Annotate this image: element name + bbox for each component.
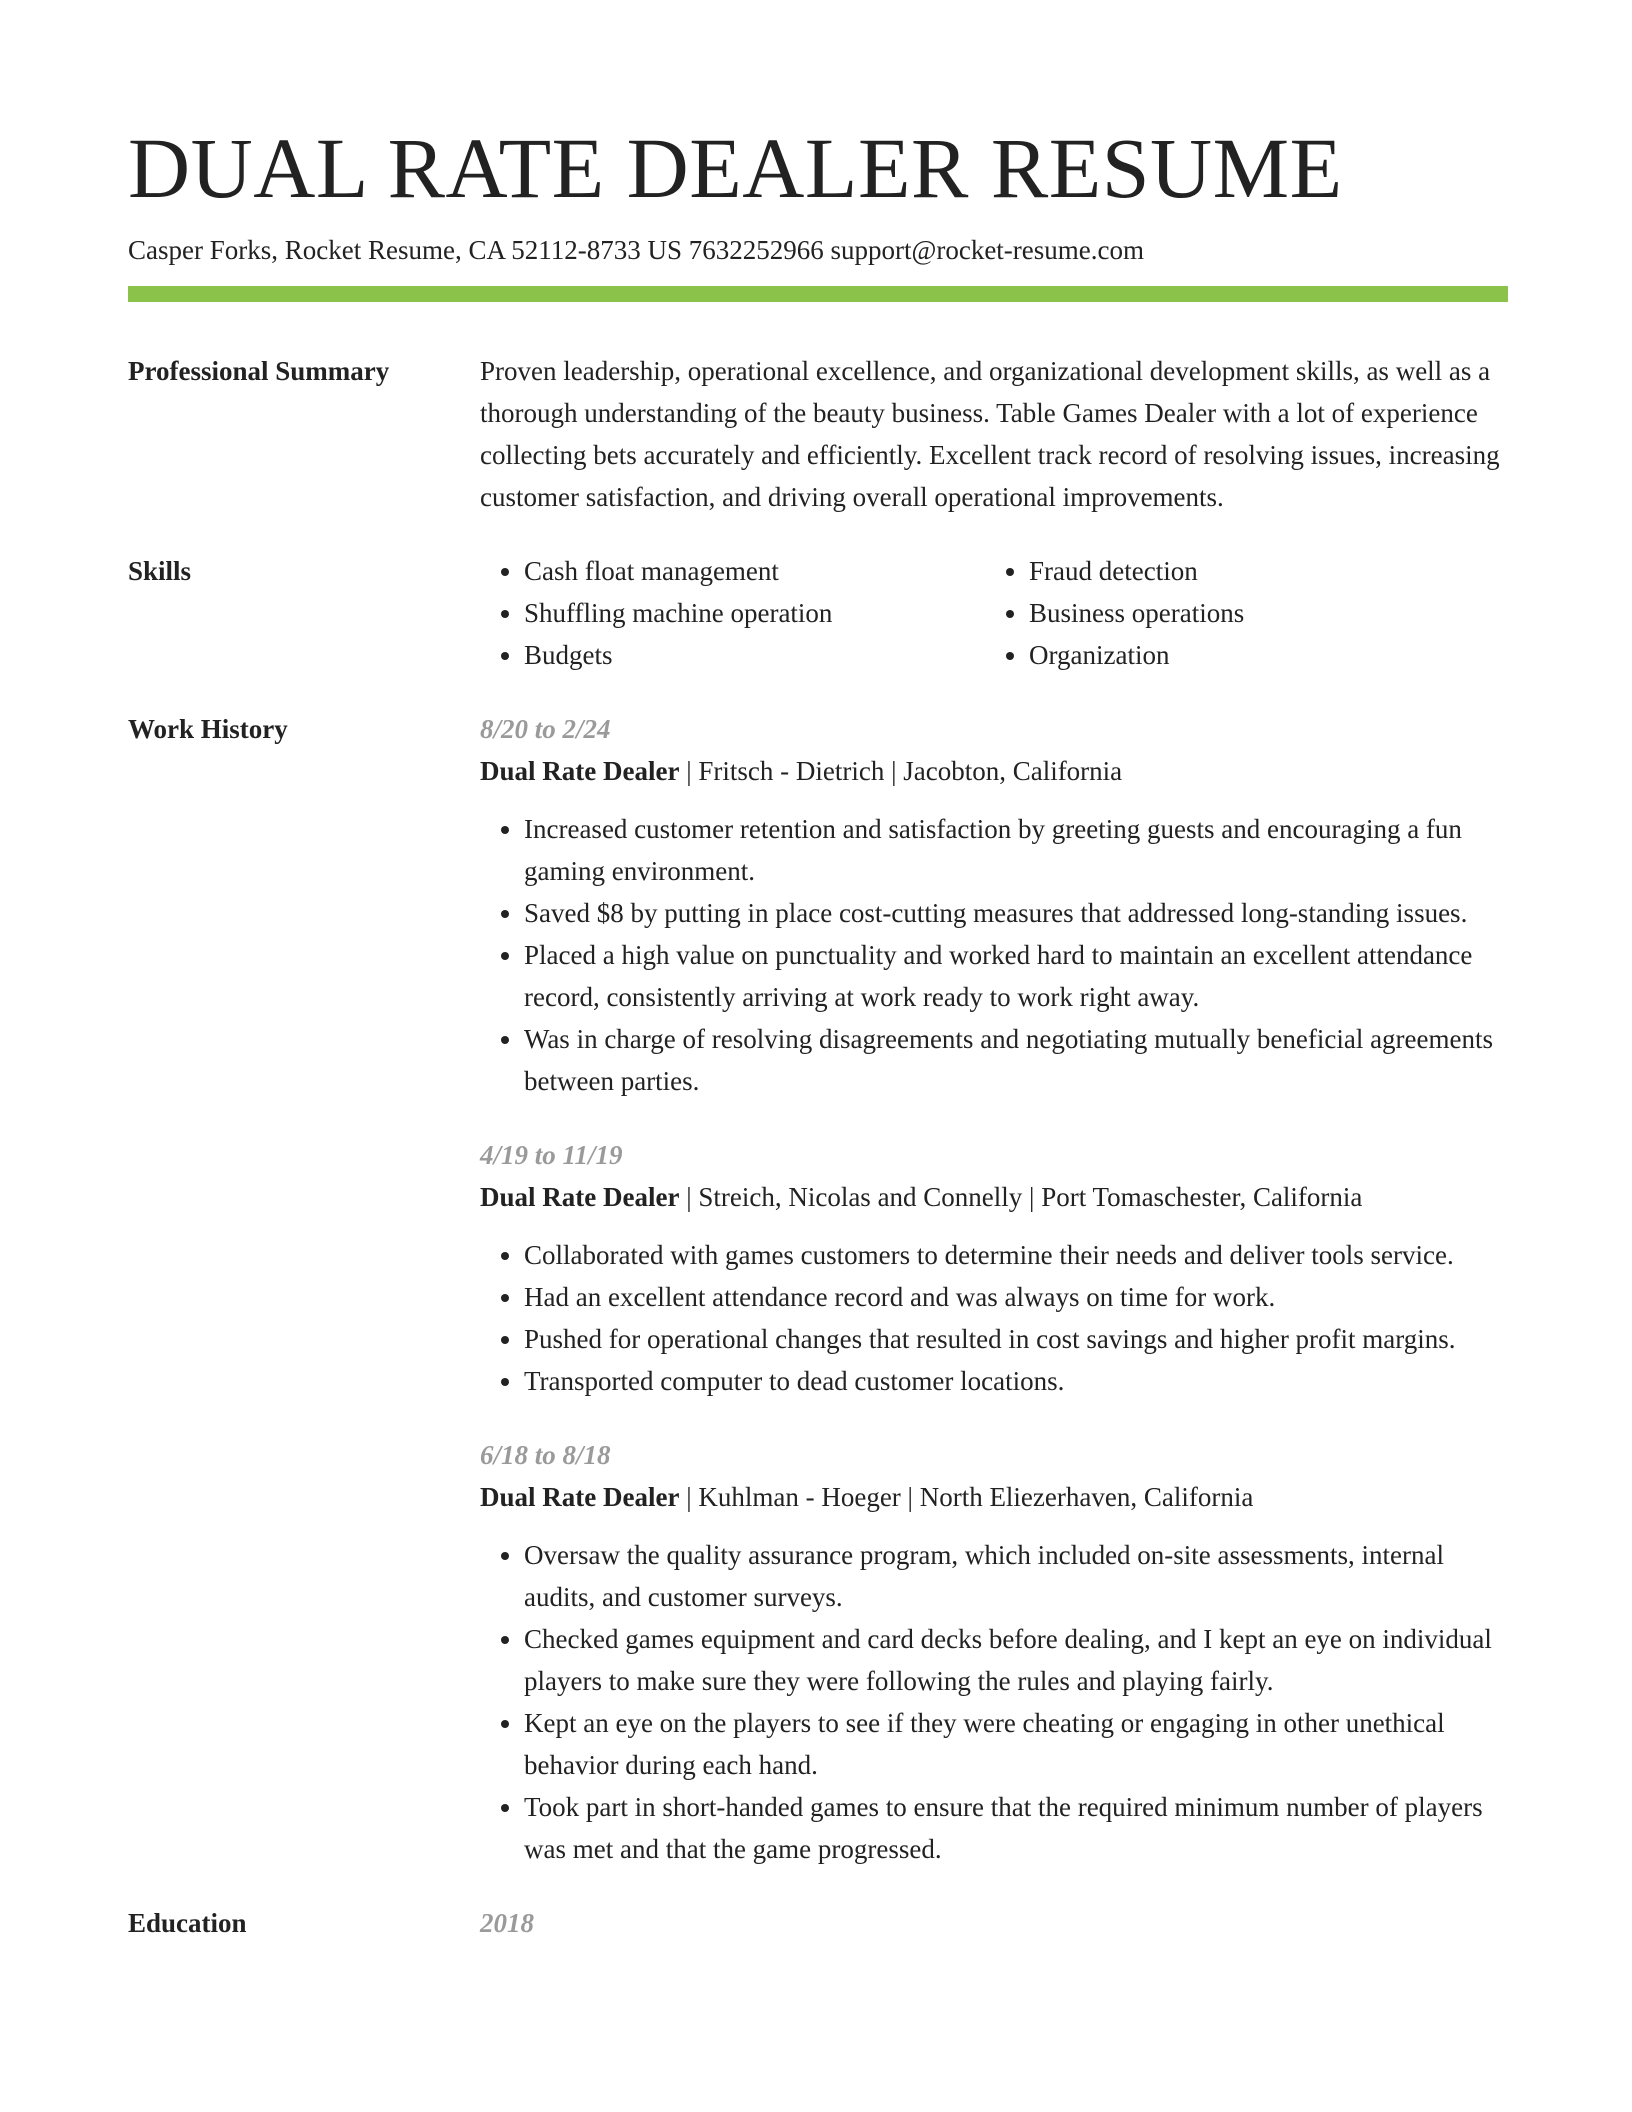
job-bullet: • Took part in short-handed games to ensure that the required minimum number of players was met and that the game progressed. — [524, 1786, 1508, 1870]
section-heading-work-history: Work History — [128, 714, 288, 744]
job-details: | Kuhlman - Hoeger | North Eliezerhaven, California — [679, 1482, 1254, 1512]
job-bullets — [480, 1234, 1508, 1402]
summary-section — [128, 350, 1508, 518]
job-bullet: • Oversaw the quality assurance program, which included on-site assessments, internal audits, and customer surveys. — [524, 1534, 1508, 1618]
resume-sections — [128, 350, 1508, 1976]
job-bullet: • Kept an eye on the players to see if they were cheating or engaging in other unethical behavior during each hand. — [524, 1702, 1508, 1786]
job-entry — [480, 708, 1508, 1102]
job-bullet: • Checked games equipment and card decks before dealing, and I kept an eye on individual players to make sure they were following the rules and playing fairly. — [524, 1618, 1508, 1702]
job-bullet: • Placed a high value on punctuality and worked hard to maintain an excellent attendance record, consistently arriving at work ready to work right away. — [524, 934, 1508, 1018]
job-bullet: • Increased customer retention and satisfaction by greeting guests and encouraging a fun gaming environment. — [524, 808, 1508, 892]
job-title: Dual Rate Dealer — [480, 756, 680, 786]
skill-item: • Business operations — [1029, 592, 1490, 634]
skills-column-2 — [985, 550, 1490, 676]
skill-item: • Organization — [1029, 634, 1490, 676]
job-bullets — [480, 808, 1508, 1102]
job-header — [480, 1476, 1508, 1518]
job-entry — [480, 1134, 1508, 1402]
job-entry — [480, 1434, 1508, 1870]
job-details: | Fritsch - Dietrich | Jacobton, California — [679, 756, 1123, 786]
job-header — [480, 750, 1508, 792]
section-heading-summary: Professional Summary — [128, 356, 390, 386]
job-dates: 6/18 to 8/18 — [480, 1440, 611, 1470]
job-bullet: • Saved $8 by putting in place cost-cutting measures that addressed long-standing issues. — [524, 892, 1508, 934]
education-section — [128, 1902, 1508, 1944]
work-history-body — [480, 708, 1508, 1870]
job-bullet: • Transported computer to dead customer locations. — [524, 1360, 1508, 1402]
summary-text: Proven leadership, operational excellence, and organizational development skills, as well as a thorough understanding of the beauty business. Table Games Dealer with a lot of experience collecting bets accurately and efficiently. Excellent track record of resolving issues, increasing customer satisfaction, and driving overall operational improvements. — [480, 356, 1500, 512]
resume-title: DUAL RATE DEALER RESUME — [128, 120, 1343, 216]
education-body — [480, 1902, 1508, 1944]
job-title: Dual Rate Dealer — [480, 1182, 680, 1212]
section-heading-skills: Skills — [128, 556, 192, 586]
job-bullets — [480, 1534, 1508, 1870]
header-divider — [128, 286, 1508, 302]
skill-item: • Cash float management — [524, 550, 985, 592]
skills-column-1 — [480, 550, 985, 676]
job-bullet: • Collaborated with games customers to determine their needs and deliver tools service. — [524, 1234, 1508, 1276]
skill-item: • Shuffling machine operation — [524, 592, 985, 634]
job-dates: 8/20 to 2/24 — [480, 714, 611, 744]
job-bullet: • Pushed for operational changes that resulted in cost savings and higher profit margins. — [524, 1318, 1508, 1360]
section-heading-education: Education — [128, 1908, 247, 1938]
skills-section — [128, 550, 1508, 676]
skills-body — [480, 550, 1508, 676]
contact-line: Casper Forks, Rocket Resume, CA 52112-8733 US 7632252966 support@rocket-resume.com — [128, 235, 1144, 265]
job-dates: 4/19 to 11/19 — [480, 1140, 623, 1170]
skill-item: • Budgets — [524, 634, 985, 676]
job-header — [480, 1176, 1508, 1218]
summary-body — [480, 350, 1508, 518]
work-history-section — [128, 708, 1508, 1870]
skill-item: • Fraud detection — [1029, 550, 1490, 592]
job-title: Dual Rate Dealer — [480, 1482, 680, 1512]
job-bullet: • Had an excellent attendance record and was always on time for work. — [524, 1276, 1508, 1318]
education-date: 2018 — [480, 1908, 534, 1938]
job-bullet: • Was in charge of resolving disagreements and negotiating mutually beneficial agreements between parties. — [524, 1018, 1508, 1102]
job-details: | Streich, Nicolas and Connelly | Port Tomaschester, California — [679, 1182, 1363, 1212]
